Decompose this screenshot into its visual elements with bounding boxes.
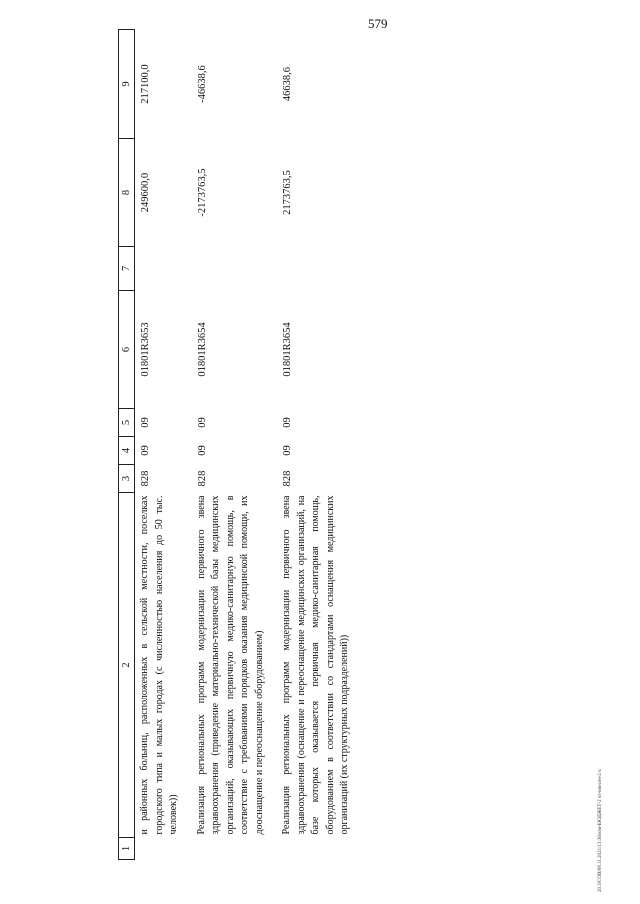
table-row	[135, 30, 192, 860]
expense-type	[135, 247, 192, 291]
amount-col9: 46638,6	[282, 66, 293, 102]
header-cell: 4	[119, 437, 135, 465]
header-cell: 5	[119, 409, 135, 437]
expense-type	[192, 247, 278, 291]
amount-col9: -46638,6	[196, 65, 208, 103]
side-note: 20.3/СОВ/08.11.2021/13:36/юм-БЮДЖЕТ-2 чт-внесен-2 ч	[598, 769, 603, 892]
header-cell: 9	[119, 30, 135, 139]
expense-type	[277, 247, 363, 291]
section-code: 09	[282, 445, 293, 456]
ministry-code: 828	[282, 470, 293, 487]
amount-col8: -2173763,5	[196, 168, 208, 217]
rotated-table-container	[118, 30, 598, 860]
budget-table	[118, 29, 363, 860]
ministry-code: 828	[140, 470, 151, 487]
header-cell: 7	[119, 247, 135, 291]
row-description: Реализация региональных программ модернизации первичного звена здравоохранения (оснащение и переоснащение медицинских организаций, на базе которых оказывается первичная медико-санитарная помощь, оборудованием в соответствии со стандартами оснащения медицинских организаций (их структурных подразделений))	[281, 495, 350, 835]
header-row	[119, 30, 135, 860]
header-cell: 3	[119, 465, 135, 493]
amount-col8: 2173763,5	[282, 170, 293, 215]
table-row	[192, 30, 278, 860]
header-cell: 2	[119, 493, 135, 838]
table-row	[277, 30, 363, 860]
ministry-code: 828	[196, 470, 208, 487]
section-code: 09	[140, 445, 151, 456]
target-article: 01801R3654	[196, 322, 208, 377]
header-cell: 1	[119, 838, 135, 860]
header-cell: 6	[119, 291, 135, 409]
subsection-code: 09	[196, 417, 208, 428]
row-description: Реализация региональных программ модернизации первичного звена здравоохранения (приведение материально-технической базы медицинских организаций, оказывающих первичную медико-санитарную помощь, в соответствие с требованиями порядков оказания медицинской помощи, их дооснащение и переоснащение оборудованием)	[195, 495, 265, 835]
row-description: и районных больниц, расположенных в сельской местности, поселках городского типа и малых городах (с численностью населения до 50 тыс. человек))	[139, 495, 179, 835]
header-cell: 8	[119, 139, 135, 247]
amount-col8: 249600,0	[140, 172, 151, 213]
page-number: 579	[368, 16, 388, 31]
amount-col9: 217100,0	[140, 64, 151, 104]
subsection-code: 09	[282, 417, 293, 428]
target-article: 01801R3654	[282, 322, 293, 377]
target-article: 01801R3653	[140, 322, 151, 377]
subsection-code: 09	[140, 417, 151, 428]
section-code: 09	[196, 445, 208, 456]
